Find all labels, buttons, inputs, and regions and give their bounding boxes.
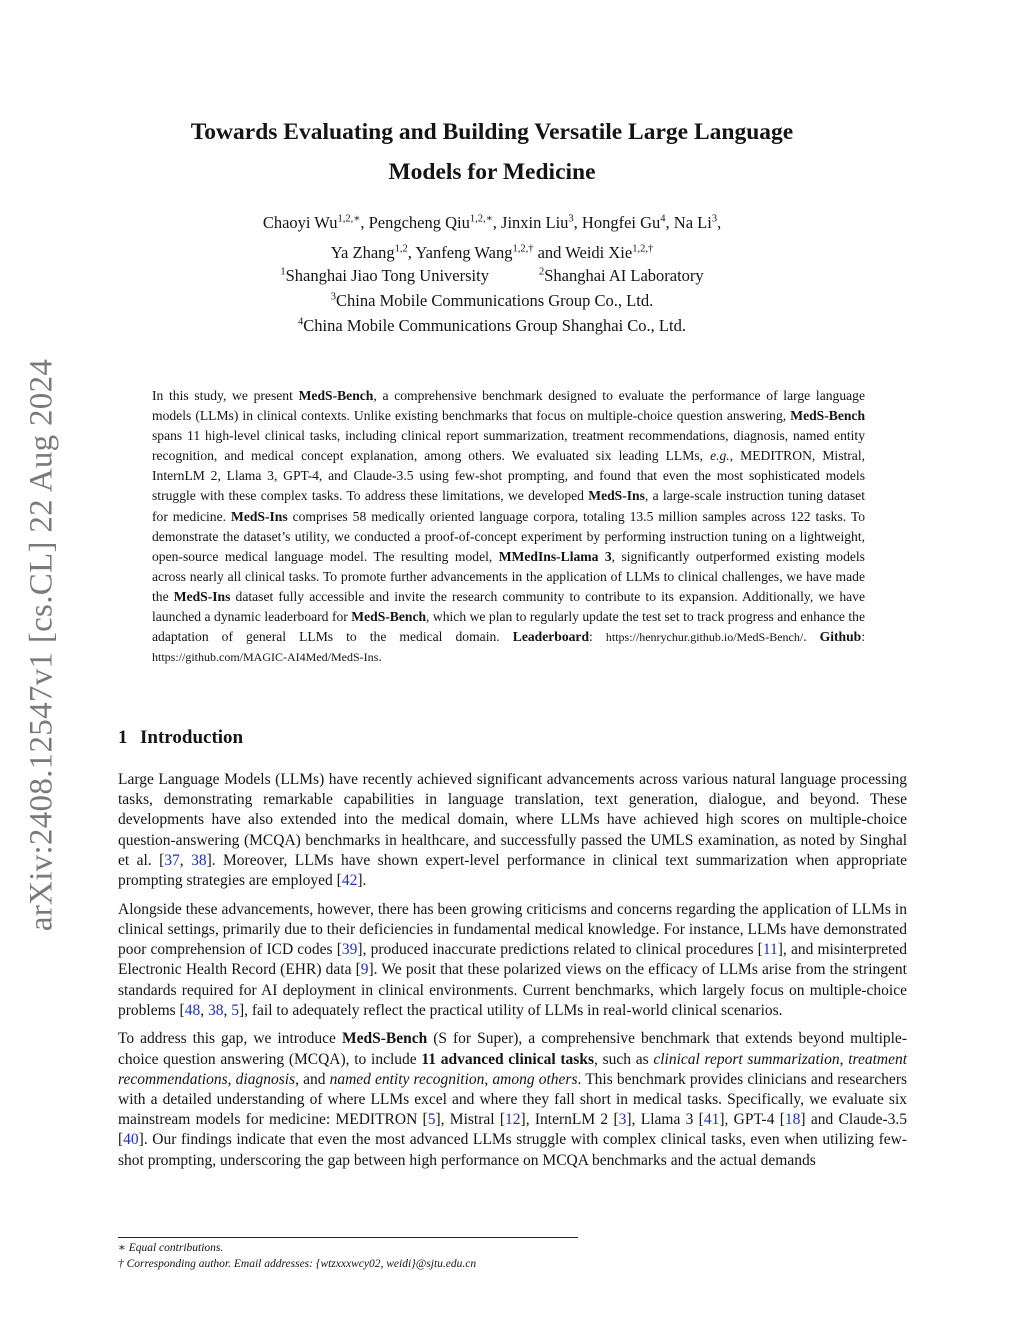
author-name: Na Li xyxy=(673,213,712,232)
citation-link[interactable]: 12 xyxy=(505,1111,521,1129)
author-affiliation-sup: 1,2,∗ xyxy=(337,213,361,225)
paragraph-1 xyxy=(118,770,907,891)
text-run: In this study, we present xyxy=(152,388,299,403)
author-affiliation-sup: 3 xyxy=(711,213,718,225)
author-list xyxy=(120,208,864,268)
citation-link[interactable]: 48 xyxy=(184,1001,201,1019)
text-run: , significantly outperformed existing models across nearly all clinical tasks. To promote further advancements in the application of LLMs to clinical challenges, we have made the xyxy=(152,548,865,604)
text-run: : xyxy=(861,629,865,645)
bold-text: MedS-Ins xyxy=(173,588,231,604)
author-affiliation-sup: 4 xyxy=(660,213,666,225)
text-run: , xyxy=(179,851,192,869)
url-link[interactable]: https://github.com/MAGIC-AI4Med/MedS-Ins xyxy=(152,650,379,665)
text-run: (S for Super), a comprehensive benchmark that extends beyond multiple-choice question answering (MCQA), to include xyxy=(118,1030,907,1068)
bold-text: MedS-Bench xyxy=(341,1030,428,1048)
affiliation-1: Shanghai Jiao Tong University xyxy=(285,266,489,285)
text-run: Alongside these advancements, however, there has been growing criticisms and concerns regarding the application of LLMs in clinical settings, primarily due to their deficiencies in fundamental medical knowledge. For instance, LLMs have demonstrated poor comprehension of ICD codes [ xyxy=(118,900,907,959)
bold-text: MedS-Bench xyxy=(790,408,865,424)
text-run: ]. xyxy=(357,872,367,890)
text-run: , xyxy=(223,1001,232,1019)
italic-text: named entity recognition xyxy=(329,1070,485,1088)
author-name: Weidi Xie xyxy=(565,243,633,262)
bold-text: MedS-Bench xyxy=(298,388,374,403)
affiliation-3-sup: 3 xyxy=(330,291,337,303)
footnote-2-mark: † xyxy=(118,1258,124,1270)
text-run: ], Mistral [ xyxy=(435,1111,506,1129)
text-run: , which we plan to regularly update the test set to track progress and enhance the adaptation of general LLMs to the medical domain. xyxy=(152,609,865,645)
text-run: To address this gap, we introduce xyxy=(118,1030,342,1048)
text-run: spans 11 high-level clinical tasks, including clinical report summarization, treatment recommendations, diagnosis, named entity recognition, and medical concept explanation, among others. We evaluated six leading LLMs, xyxy=(152,428,865,464)
paragraph-2 xyxy=(118,900,907,1021)
citation-link[interactable]: 18 xyxy=(784,1111,801,1129)
paragraph-3 xyxy=(118,1029,907,1170)
text-run: dataset fully accessible and invite the research community to contribute to its expansion. Additionally, we have launched a dynamic leaderboard for xyxy=(152,588,865,625)
italic-text: diagnosis xyxy=(235,1070,296,1088)
footnote-equal-contribution xyxy=(118,1240,223,1254)
affiliation-line-1 xyxy=(120,264,864,288)
text-run: ] and Claude-3.5 [ xyxy=(118,1111,907,1149)
text-run: Large Language Models (LLMs) have recently achieved significant advancements across various natural language processing tasks, demonstrating remarkable capabilities in language translation, text generation, dialogue, and beyond. These developments have also extended into the medical domain, where LLMs have achieved high scores on multiple-choice question-answering (MCQA) benchmarks in healthcare, and successfully passed the UMLS examination, as noted by Singhal et al. [ xyxy=(118,771,907,869)
affiliation-4: China Mobile Communications Group Shanghai Co., Ltd. xyxy=(303,316,686,335)
author-affiliation-sup: 1,2 xyxy=(394,243,408,255)
footnote-2-text: Corresponding author. Email addresses: {wtzxxxwcy02, weidi}@sjtu.edu.cn xyxy=(126,1258,477,1270)
text-run: , such as xyxy=(593,1050,654,1068)
citation-link[interactable]: 5 xyxy=(427,1111,436,1129)
text-run: . xyxy=(378,649,382,665)
title-line-1: Towards Evaluating and Building Versatile Large Language xyxy=(190,119,794,145)
footnote-rule xyxy=(118,1237,578,1238)
affiliation-2-sup: 2 xyxy=(538,266,545,278)
text-run: ], InternLM 2 [ xyxy=(520,1111,619,1129)
bold-text: MedS-Bench xyxy=(351,609,427,625)
author-affiliation-sup: 1,2,† xyxy=(632,243,654,255)
citation-link[interactable]: 3 xyxy=(618,1111,627,1129)
citation-link[interactable]: 37 xyxy=(164,851,180,869)
author-separator: , xyxy=(360,213,369,232)
citation-link[interactable]: 41 xyxy=(703,1111,720,1129)
author-separator: and xyxy=(533,243,566,262)
italic-text: treatment recommendations xyxy=(118,1050,908,1088)
title-line-2: Models for Medicine xyxy=(388,159,596,185)
author-name: Pengcheng Qiu xyxy=(368,213,470,232)
author-affiliation-sup: 3 xyxy=(568,213,574,225)
text-run: : xyxy=(589,629,606,645)
author-name: Hongfei Gu xyxy=(581,213,661,232)
affiliation-1-sup: 1 xyxy=(280,266,286,278)
bold-text: Github xyxy=(819,629,862,645)
citation-link[interactable]: 40 xyxy=(123,1131,139,1149)
author-name: Jinxin Liu xyxy=(501,213,569,232)
text-run: ]. We posit that these polarized views on the efficacy of LLMs arise from the stringent standards required for AI deployment in clinical environments. Current benchmarks, which largely focus on multiple-choice problems [ xyxy=(118,961,907,1019)
author-name: Chaoyi Wu xyxy=(262,213,338,232)
affiliation-line-3 xyxy=(120,314,864,338)
bold-text: MedS-Ins xyxy=(588,488,645,504)
affiliation-4-sup: 4 xyxy=(298,316,304,328)
footnote-1-text: Equal contributions. xyxy=(128,1242,224,1254)
text-run: , a comprehensive benchmark designed to evaluate the performance of large language models (LLMs) in clinical contexts. Unlike existing benchmarks that focus on multiple-choice question answering, xyxy=(152,388,865,424)
italic-text: clinical report summarization xyxy=(653,1050,840,1068)
text-run: , xyxy=(200,1001,208,1019)
author-separator: , xyxy=(717,213,722,232)
author-line-1 xyxy=(120,208,864,238)
author-name: Ya Zhang xyxy=(330,243,395,262)
url-link[interactable]: https://henrychur.github.io/MedS-Bench/ xyxy=(605,630,804,645)
text-run: . This benchmark provides clinicians and researchers with a detailed understanding of where LLMs excel and where they fall short in medical tasks. Specifically, we evaluate six mainstream models for medicine: MEDITRON [ xyxy=(118,1070,908,1129)
affiliation-line-2 xyxy=(120,289,864,313)
abstract xyxy=(152,386,865,667)
citation-link[interactable]: 9 xyxy=(360,961,369,979)
text-run: , xyxy=(227,1070,236,1088)
bold-text: MMedIns-Llama 3 xyxy=(498,548,612,564)
text-run: ], fail to adequately reflect the practical utility of LLMs in real-world clinical scenarios. xyxy=(238,1001,783,1019)
text-run: ], GPT-4 [ xyxy=(719,1111,785,1129)
text-run: ], produced inaccurate predictions related to clinical procedures [ xyxy=(357,941,763,959)
paper-title xyxy=(120,112,864,192)
citation-link[interactable]: 42 xyxy=(341,872,358,890)
citation-link[interactable]: 38 xyxy=(191,851,207,869)
citation-link[interactable]: 39 xyxy=(341,941,358,959)
text-run: , xyxy=(839,1050,849,1068)
text-run: ], Llama 3 [ xyxy=(626,1111,704,1129)
text-run: ]. Moreover, LLMs have shown expert-level performance in clinical text summarization when appropriate prompting strategies are employed [ xyxy=(118,851,907,890)
text-run: comprises 58 medically oriented language corpora, totaling 13.5 million samples across 122 tasks. To demonstrate the dataset’s utility, we conducted a proof-of-concept experiment by performing instruction tuning on a lightweight, open-source medical language model. The resulting model, xyxy=(152,508,865,564)
introduction-body xyxy=(118,770,907,1179)
author-separator: , xyxy=(665,213,674,232)
text-run: ]. Our findings indicate that even the most advanced LLMs struggle with complex clinical tasks, even when utilizing few-shot prompting, underscoring the gap between high performance on MCQA benchmarks and the actual demands xyxy=(118,1131,907,1169)
section-heading-introduction xyxy=(118,727,243,749)
text-run: , and xyxy=(295,1070,330,1088)
author-separator: , xyxy=(573,213,582,232)
section-number: 1 xyxy=(118,727,128,748)
section-title: Introduction xyxy=(140,727,244,748)
affiliation-2: Shanghai AI Laboratory xyxy=(544,266,704,285)
italic-text: among others xyxy=(492,1070,578,1088)
bold-text: MedS-Ins xyxy=(230,508,288,524)
text-run: , MEDITRON, Mistral, InternLM 2, Llama 3, GPT-4, and Claude-3.5 using few-shot prompting, and found that even the most sophisticated models struggle with these complex tasks. To address these limitations, we developed xyxy=(152,448,865,504)
footnote-corresponding-author xyxy=(118,1258,476,1270)
arxiv-stamp: arXiv:2408.12547v1 [cs.CL] 22 Aug 2024 xyxy=(23,358,60,932)
affiliation-3: China Mobile Communications Group Co., Ltd. xyxy=(336,291,654,310)
author-affiliation-sup: 1,2,∗ xyxy=(469,213,493,225)
author-separator: , xyxy=(492,213,502,232)
text-run: , xyxy=(484,1070,493,1088)
italic-text: e.g. xyxy=(710,448,730,464)
author-name: Yanfeng Wang xyxy=(415,243,513,262)
text-run: , a large-scale instruction tuning dataset for medicine. xyxy=(152,488,865,524)
bold-text: 11 advanced clinical tasks xyxy=(421,1050,594,1068)
text-run: ], and misinterpreted Electronic Health Record (EHR) data [ xyxy=(118,941,907,979)
bold-text: Leaderboard xyxy=(512,629,590,645)
author-separator: , xyxy=(407,243,416,262)
author-affiliation-sup: 1,2,† xyxy=(512,243,534,255)
citation-link[interactable]: 11 xyxy=(762,941,778,959)
text-run: . xyxy=(803,629,820,645)
citation-link[interactable]: 38 xyxy=(207,1001,224,1019)
footnote-1-mark: ∗ xyxy=(118,1242,126,1254)
citation-link[interactable]: 5 xyxy=(231,1001,239,1019)
